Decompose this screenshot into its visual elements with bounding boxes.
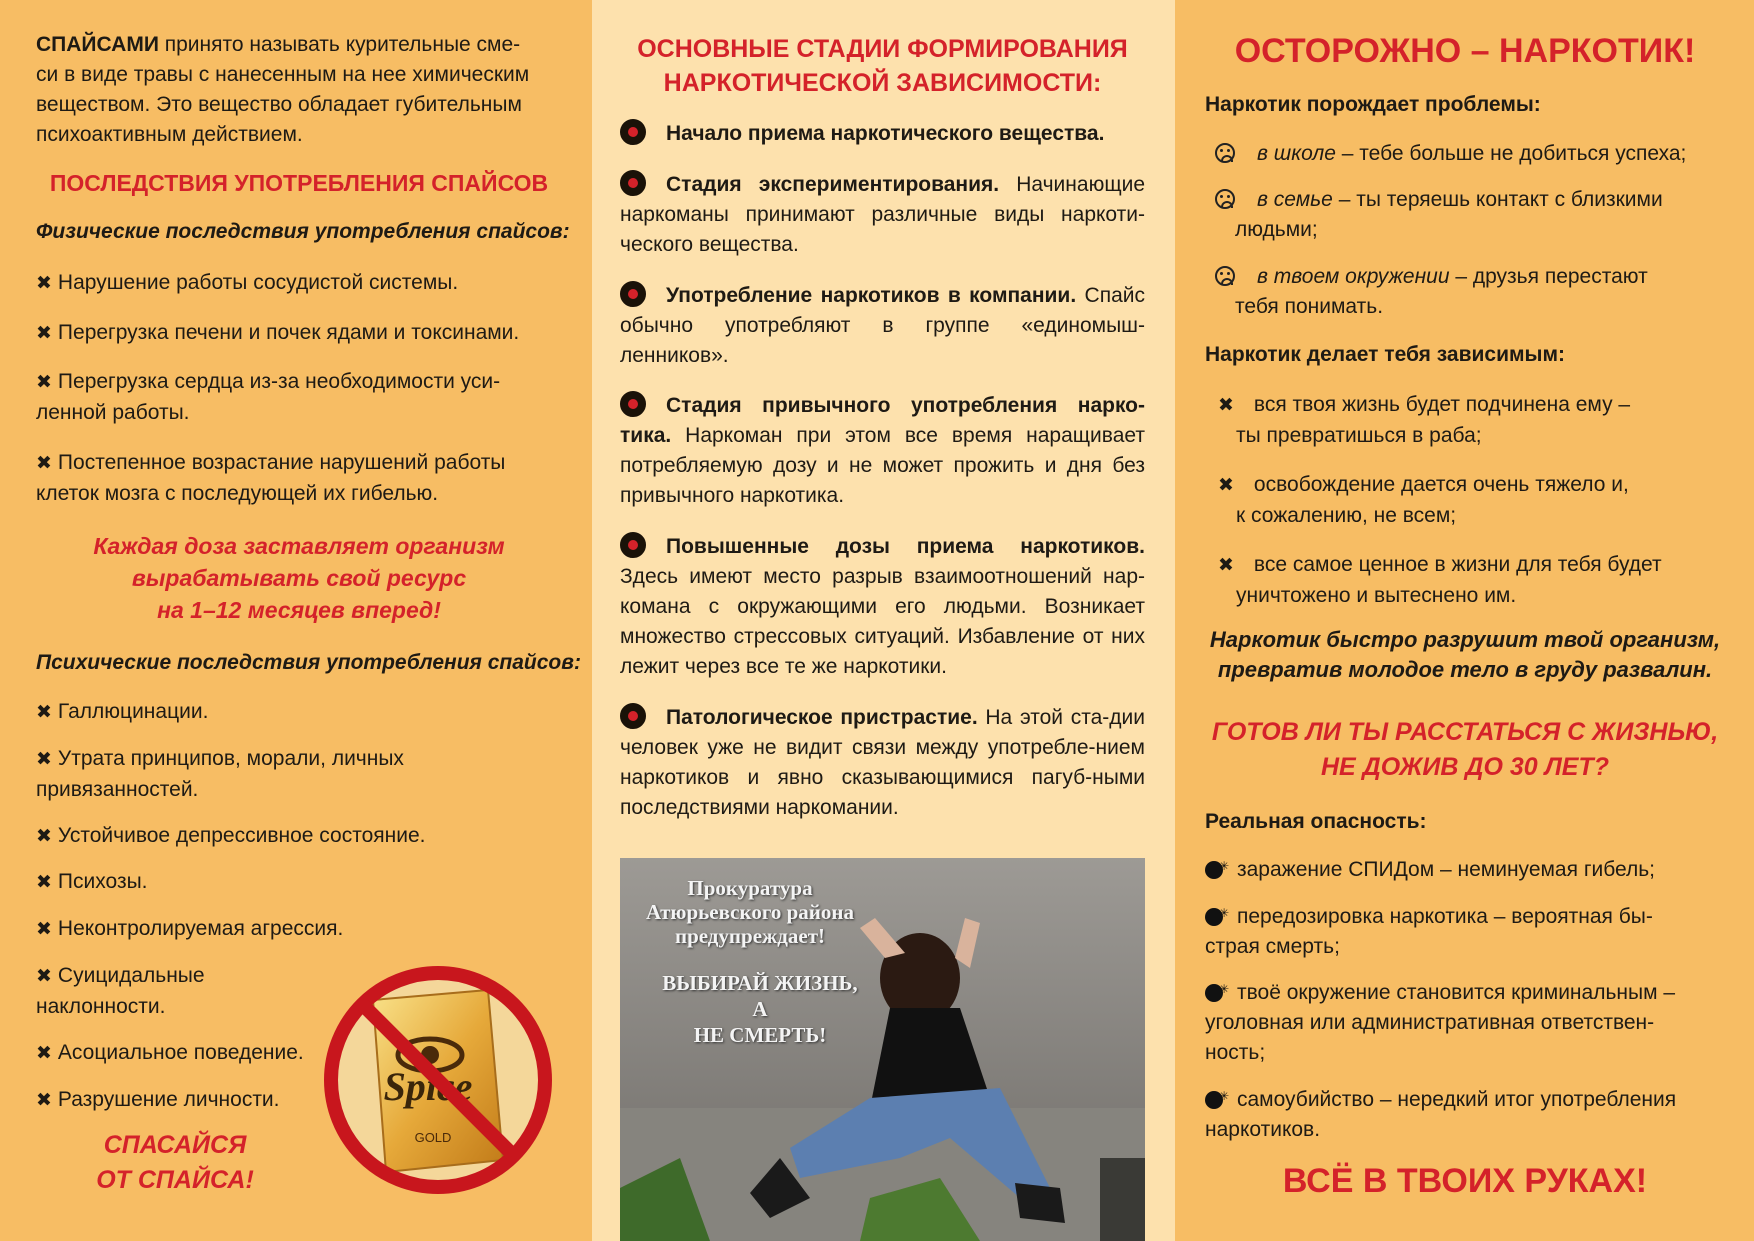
dependent-item: ✖ вся твоя жизнь будет подчинена ему – ты превратишься в раба; xyxy=(1218,393,1631,447)
problem-item: в твоем окружении – друзья перестают тебя понимать. xyxy=(1215,262,1735,322)
dose-warning: Каждая доза заставляет организм вырабатывать свой ресурс на 1–12 месяцев вперед! xyxy=(93,533,505,623)
destroy-warning: Наркотик быстро разрушит твой организм, превратив молодое тело в груду развалин. xyxy=(1209,627,1721,682)
cross-icon: ✖ xyxy=(36,966,52,987)
mental-item: ✖ Асоциальное поведение. xyxy=(36,1041,304,1064)
bomb-icon xyxy=(1205,1091,1223,1109)
physical-item: ✖ Перегрузка печени и почек ядами и токсинами. xyxy=(36,321,520,344)
stage-item: Стадия привычного употребления нарко-тика. Наркоман при этом все время наращивает потребляемую дозу и не может прожить и дня без привычного наркотика. xyxy=(620,391,1145,511)
problems-title: Наркотик порождает проблемы: xyxy=(1205,93,1541,116)
cross-icon: ✖ xyxy=(36,826,52,847)
dependent-title: Наркотик делает тебя зависимым: xyxy=(1205,343,1566,366)
mental-item: ✖ Галлюцинации. xyxy=(36,700,209,723)
cross-icon: ✖ xyxy=(36,273,52,294)
package-sublabel: GOLD xyxy=(414,1130,452,1145)
physical-item: ✖ Постепенное возрастание нарушений работы клеток мозга с последующей их гибелью. xyxy=(36,451,506,505)
cross-icon: ✖ xyxy=(1218,395,1234,416)
footer-slogan: ВСЁ В ТВОИХ РУКАХ! xyxy=(1282,1162,1648,1200)
cross-icon: ✖ xyxy=(1218,475,1234,496)
photo-caption-bottom: ВЫБИРАЙ ЖИЗНЬ, А НЕ СМЕРТЬ! xyxy=(662,971,858,1047)
photo-caption-top: Прокуратура Атюрьевского района предупреждает! xyxy=(646,876,854,948)
cross-icon: ✖ xyxy=(36,372,52,393)
sad-face-icon xyxy=(1215,189,1235,209)
stage-item: Патологическое пристрастие. На этой ста-дии человек уже не видит связи между употребле-нием наркотиков и явно сказывающимися пагуб-ными последствиями наркомании. xyxy=(620,703,1145,823)
intro-paragraph: СПАЙСАМИ принято называть курительные сме- си в виде травы с нанесенным на нее химическим веществом. Это вещество обладает губительным психоактивным действием. xyxy=(36,33,530,146)
question-warning: ГОТОВ ЛИ ТЫ РАССТАТЬСЯ С ЖИЗНЬЮ, НЕ ДОЖИВ ДО 30 ЛЕТ? xyxy=(1211,718,1719,781)
cross-icon: ✖ xyxy=(36,872,52,893)
cross-icon: ✖ xyxy=(36,453,52,474)
prohibition-icon xyxy=(318,960,558,1200)
cross-icon: ✖ xyxy=(36,1043,52,1064)
danger-item: ✳твоё окружение становится криминальным – уголовная или административная ответствен- ность; xyxy=(1205,978,1740,1068)
target-bullet-icon xyxy=(620,281,646,307)
mental-item: ✖ Суицидальные наклонности. xyxy=(36,964,205,1018)
danger-item: ✳передозировка наркотика – вероятная бы- страя смерть; xyxy=(1205,902,1740,962)
physical-title: Физические последствия употребления спайсов: xyxy=(36,220,570,243)
mental-item: ✖ Устойчивое депрессивное состояние. xyxy=(36,824,426,847)
mental-item: ✖ Психозы. xyxy=(36,870,148,893)
dependent-item: ✖ все самое ценное в жизни для тебя будет уничтожено и вытеснено им. xyxy=(1218,553,1662,607)
mental-item: ✖ Разрушение личности. xyxy=(36,1088,280,1111)
danger-item: ✳заражение СПИДом – неминуемая гибель; xyxy=(1205,855,1740,885)
physical-item: ✖ Перегрузка сердца из-за необходимости уси- ленной работы. xyxy=(36,370,501,424)
consequences-heading: ПОСЛЕДСТВИЯ УПОТРЕБЛЕНИЯ СПАЙСОВ xyxy=(49,170,549,196)
caution-heading: ОСТОРОЖНО – НАРКОТИК! xyxy=(1234,32,1696,70)
package-label: Spice xyxy=(383,1064,473,1109)
bomb-icon xyxy=(1205,908,1223,926)
problem-item: в школе – тебе больше не добиться успеха; xyxy=(1215,139,1735,169)
cross-icon: ✖ xyxy=(36,1090,52,1111)
stages-heading: ОСНОВНЫЕ СТАДИИ ФОРМИРОВАНИЯ НАРКОТИЧЕСКОЙ ЗАВИСИМОСТИ: xyxy=(637,35,1128,97)
dependent-item: ✖ освобождение дается очень тяжело и, к сожалению, не всем; xyxy=(1218,473,1629,527)
mental-item: ✖ Неконтролируемая агрессия. xyxy=(36,917,344,940)
target-bullet-icon xyxy=(620,532,646,558)
mental-title: Психические последствия употребления спайсов: xyxy=(36,651,581,674)
sad-face-icon xyxy=(1215,266,1235,286)
stage-item: Употребление наркотиков в компании. Спайс обычно употребляют в группе «единомыш-ленников». xyxy=(620,281,1145,371)
cross-icon: ✖ xyxy=(36,919,52,940)
mental-item: ✖ Утрата принципов, морали, личных привязанностей. xyxy=(36,747,404,801)
intro-term: СПАЙСАМИ xyxy=(36,33,159,56)
stage-item: Повышенные дозы приема наркотиков. Здесь имеют место разрыв взаимоотношений нар-комана с окружающими его людьми. Возникает множество стрессовых ситуаций. Избавление от них лежит через все те же наркотики. xyxy=(620,532,1145,682)
warning-photo xyxy=(620,858,1145,1241)
cross-icon: ✖ xyxy=(36,702,52,723)
sad-face-icon xyxy=(1215,143,1235,163)
problem-item: в семье – ты теряешь контакт с близкими людьми; xyxy=(1215,185,1735,245)
stage-item: Начало приема наркотического вещества. xyxy=(620,119,1145,149)
bomb-icon xyxy=(1205,984,1223,1002)
cross-icon: ✖ xyxy=(36,323,52,344)
slogan: СПАСАЙСЯ ОТ СПАЙСА! xyxy=(96,1131,254,1194)
physical-item: ✖ Нарушение работы сосудистой системы. xyxy=(36,271,459,294)
target-bullet-icon xyxy=(620,703,646,729)
danger-item: ✳самоубийство – нередкий итог употребления наркотиков. xyxy=(1205,1085,1740,1145)
no-spice-sign xyxy=(318,960,558,1200)
bomb-icon xyxy=(1205,861,1223,879)
danger-title: Реальная опасность: xyxy=(1205,810,1427,833)
cross-icon: ✖ xyxy=(36,749,52,770)
cross-icon: ✖ xyxy=(1218,555,1234,576)
target-bullet-icon xyxy=(620,170,646,196)
target-bullet-icon xyxy=(620,119,646,145)
stage-item: Стадия экспериментирования. Начинающие наркоманы принимают различные виды наркоти-ческого вещества. xyxy=(620,170,1145,260)
target-bullet-icon xyxy=(620,391,646,417)
